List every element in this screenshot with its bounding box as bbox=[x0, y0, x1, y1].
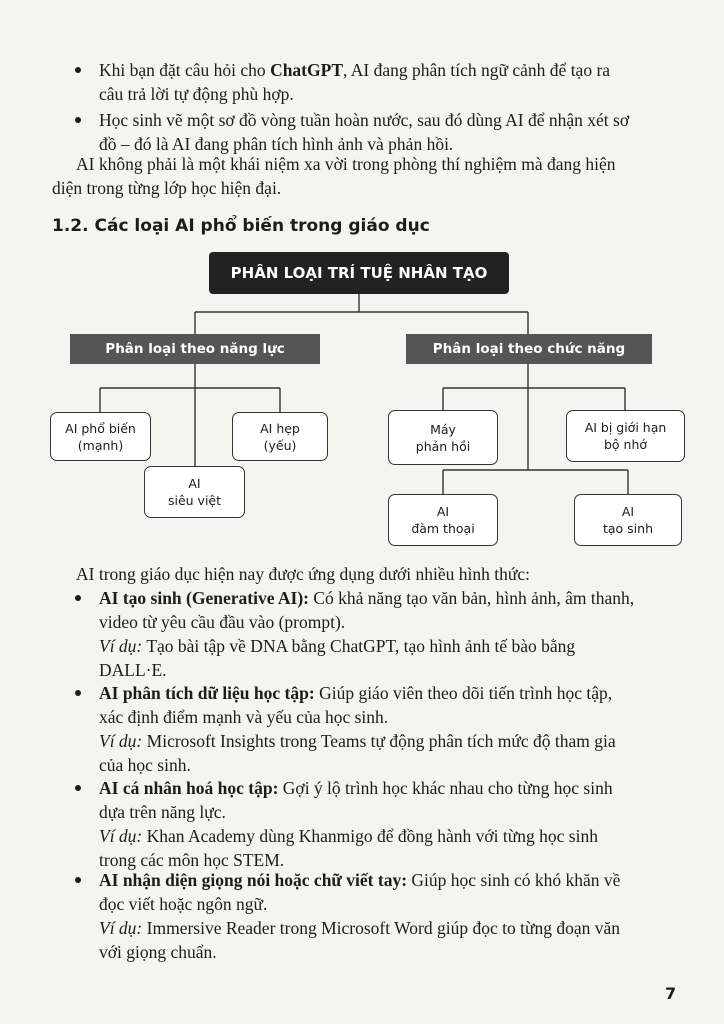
leaf-narrow-ai bbox=[232, 412, 328, 461]
leaf-label: AI bbox=[436, 504, 450, 519]
category-function: Phân loại theo chức năng bbox=[406, 334, 652, 364]
leaf-label: tạo sinh bbox=[602, 521, 653, 536]
leaf-label: AI bbox=[621, 504, 635, 519]
bold-text: ChatGPT bbox=[270, 60, 343, 80]
page-number: 7 bbox=[665, 984, 677, 1003]
category-capability: Phân loại theo năng lực bbox=[70, 334, 320, 364]
leaf-label: AI phổ biến bbox=[65, 420, 136, 436]
bullet-dot bbox=[75, 595, 81, 601]
leaf-label: AI bbox=[188, 476, 201, 491]
text: Khan Academy dùng Khanmigo để đồng hành với từng học sinh bbox=[142, 826, 598, 846]
bullet-dot bbox=[75, 877, 81, 883]
text: , AI đang phân tích ngữ cảnh để tạo ra bbox=[343, 60, 611, 80]
form-title: AI nhận diện giọng nói hoặc chữ viết tay: bbox=[99, 870, 408, 890]
form-title: AI phân tích dữ liệu học tập: bbox=[99, 683, 315, 703]
example-label: Ví dụ: bbox=[99, 731, 143, 751]
text: trong các môn học STEM. bbox=[99, 850, 285, 870]
text: câu trả lời tự động phù hợp. bbox=[99, 84, 294, 104]
text: dựa trên năng lực. bbox=[99, 802, 226, 822]
example-label: Ví dụ: bbox=[99, 918, 143, 938]
text: đọc viết hoặc ngôn ngữ. bbox=[99, 894, 268, 914]
text: video từ yêu cầu đầu vào (prompt). bbox=[99, 612, 346, 632]
leaf-label: AI hẹp bbox=[260, 420, 300, 436]
text: xác định điểm mạnh và yếu của học sinh. bbox=[99, 707, 389, 727]
bullet-dot bbox=[75, 690, 81, 696]
text: Giúp giáo viên theo dõi tiến trình học tập, bbox=[314, 683, 613, 703]
example-label: Ví dụ: bbox=[99, 636, 143, 656]
forms-intro: AI trong giáo dục hiện nay được ứng dụng dưới nhiều hình thức: bbox=[76, 564, 531, 584]
text: Immersive Reader trong Microsoft Word giúp đọc to từng đoạn văn bbox=[142, 918, 620, 938]
text: Tạo bài tập về DNA bằng ChatGPT, tạo hình ảnh tế bào bằng bbox=[142, 636, 576, 656]
form-title: AI cá nhân hoá học tập: bbox=[99, 778, 279, 798]
text: AI không phải là một khái niệm xa vời trong phòng thí nghiệm mà đang hiện bbox=[76, 154, 616, 174]
text: DALL·E. bbox=[99, 660, 167, 680]
leaf-label: (yếu) bbox=[263, 437, 297, 453]
text: diện trong từng lớp học hiện đại. bbox=[52, 178, 282, 198]
text: Có khả năng tạo văn bản, hình ảnh, âm thanh, bbox=[308, 588, 635, 608]
leaf-conversational-ai bbox=[388, 494, 498, 546]
leaf-label: Máy bbox=[430, 421, 456, 437]
text: đồ – đó là AI đang phân tích hình ảnh và phản hồi. bbox=[99, 134, 454, 154]
form-speech-handwriting bbox=[75, 868, 685, 964]
leaf-label: siêu việt bbox=[167, 493, 222, 508]
text: với giọng chuẩn. bbox=[99, 942, 217, 962]
leaf-label: đàm thoại bbox=[411, 521, 475, 536]
form-personalized-learning bbox=[75, 776, 685, 872]
form-generative-ai bbox=[75, 586, 685, 682]
text: Giúp học sinh có khó khăn về bbox=[407, 870, 621, 890]
leaf-general-ai bbox=[50, 412, 151, 461]
example-label: Ví dụ: bbox=[99, 826, 143, 846]
leaf-super-ai bbox=[144, 466, 245, 518]
text: Khi bạn đặt câu hỏi cho bbox=[99, 60, 271, 80]
leaf-label: bộ nhớ bbox=[603, 437, 648, 452]
text: Gợi ý lộ trình học khác nhau cho từng học sinh bbox=[278, 778, 613, 798]
diagram-root: PHÂN LOẠI TRÍ TUỆ NHÂN TẠO bbox=[209, 252, 509, 294]
leaf-reactive-machine bbox=[388, 410, 498, 465]
leaf-limited-memory bbox=[566, 410, 685, 462]
leaf-label: phản hồi bbox=[415, 438, 471, 454]
form-title: AI tạo sinh (Generative AI): bbox=[99, 588, 309, 608]
text: Học sinh vẽ một sơ đồ vòng tuần hoàn nước, sau đó dùng AI để nhận xét sơ bbox=[99, 110, 630, 130]
bullet-dot bbox=[75, 785, 81, 791]
text: của học sinh. bbox=[99, 755, 191, 775]
leaf-label: (mạnh) bbox=[77, 437, 124, 453]
section-heading: 1.2. Các loại AI phổ biến trong giáo dục bbox=[52, 216, 430, 236]
form-learning-analytics bbox=[75, 681, 685, 777]
leaf-generative-ai bbox=[574, 494, 682, 546]
text: Microsoft Insights trong Teams tự động phân tích mức độ tham gia bbox=[142, 731, 616, 751]
leaf-label: AI bị giới hạn bbox=[584, 420, 667, 435]
